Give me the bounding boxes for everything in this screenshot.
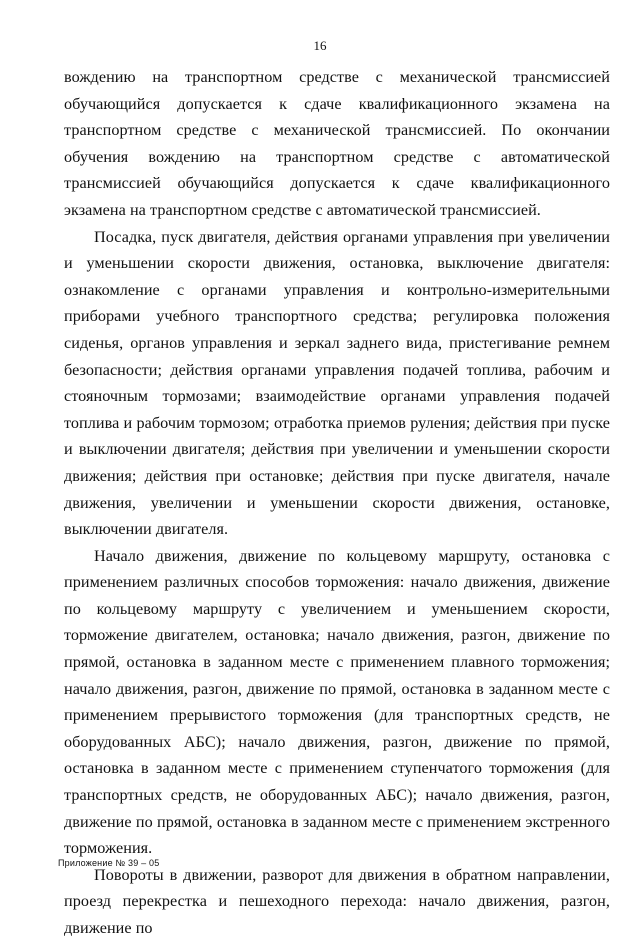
page-number: 16 <box>313 38 327 53</box>
paragraph-start-ring-route: Начало движения, движение по кольцевому маршруту, остановка с применением различных способов торможения: начало движения, движение по кольцевому маршруту с увеличением и уменьшением скорости, торможение двигателем, остановка; начало движения, разгон, движение по прямой, остановка в заданном месте с применением плавного торможения; начало движения, разгон, движение по прямой, остановка в заданном месте с применением прерывистого торможения (для транспортных средств, не оборудованных АБС); начало движения, разгон, движение по прямой, остановка в заданном месте с применением ступенчатого торможения (для транспортных средств, не оборудованных АБС); начало движения, разгон, движение по прямой, остановка в заданном месте с применением экстренного торможения. <box>64 546 610 858</box>
paragraph-continued: вождению на транспортном средстве с механической трансмиссией обучающийся допускается к сдаче квалификационного экзамена на транспортном средстве с механической трансмиссией. По окончании обучения вождению на транспортном средстве с автоматической трансмиссией обучающийся допускается к сдаче квалификационного экзамена на транспортном средстве с автоматической трансмиссией. <box>64 68 610 219</box>
page-footer: Приложение № 39 – 05 <box>58 858 160 868</box>
document-body <box>64 64 610 942</box>
paragraph-boarding-engine-start: Посадка, пуск двигателя, действия органами управления при увеличении и уменьшении скорости движения, остановка, выключение двигателя: ознакомление с органами управления и контрольно-измерительными приборами учебного транспортного средства; регулировка положения сиденья, органов управления и зеркал заднего вида, пристегивание ремнем безопасности; действия органами управления подачей топлива, рабочим и стояночным тормозами; взаимодействие органами управления подачей топлива и рабочим тормозом; отработка приемов руления; действия при пуске и выключении двигателя; действия при увеличении и уменьшении скорости движения; действия при остановке; действия при пуске двигателя, начале движения, увеличении и уменьшении скорости движения, остановке, выключении двигателя. <box>64 227 610 539</box>
paragraph-turns-intersection: Повороты в движении, разворот для движения в обратном направлении, проезд перекрестка и пешеходного перехода: начало движения, разгон, движение по <box>64 865 610 937</box>
